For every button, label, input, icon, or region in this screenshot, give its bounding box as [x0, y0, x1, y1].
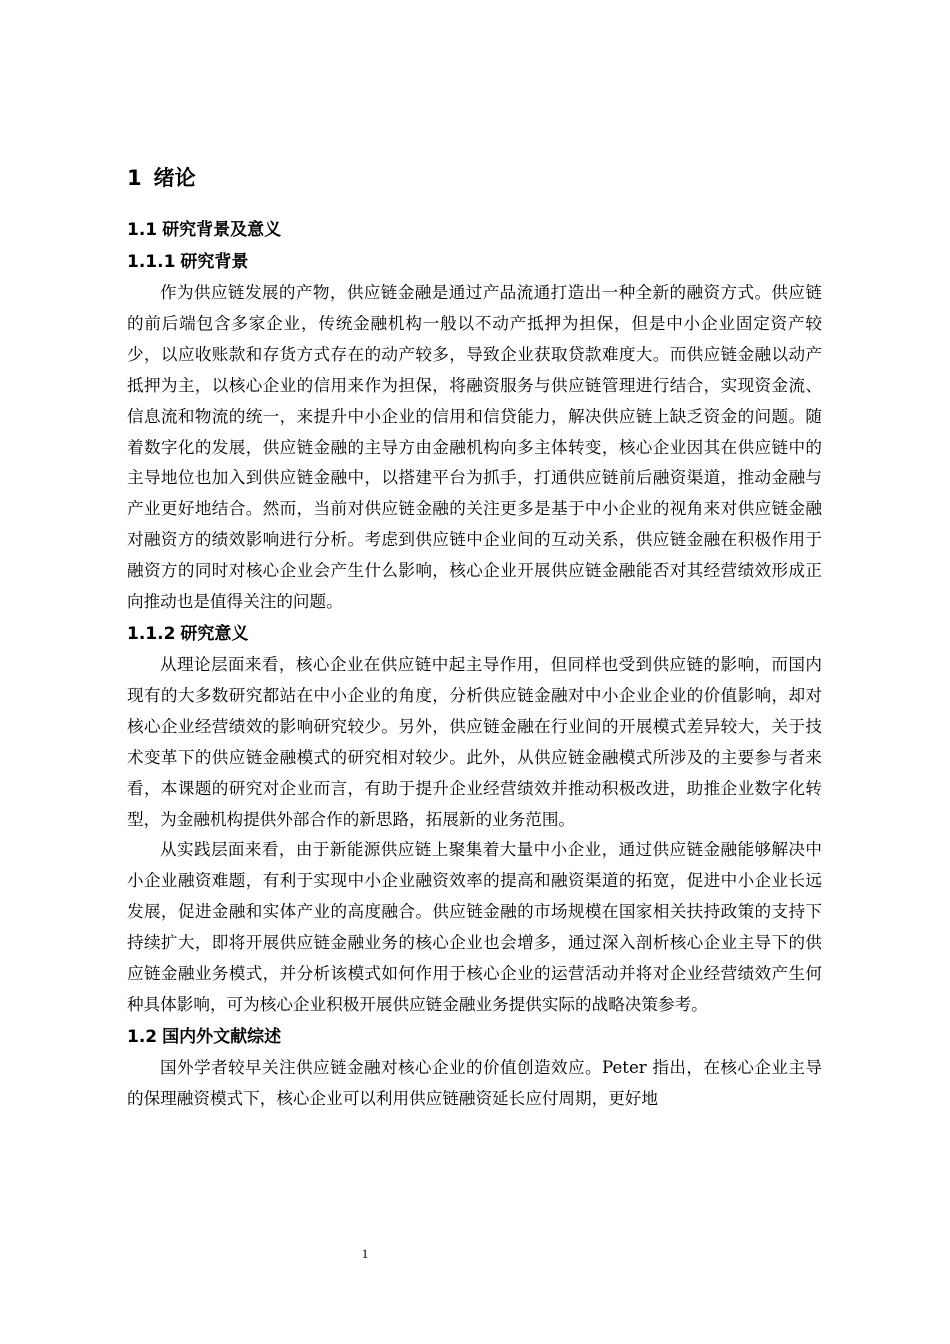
section-title-text: 研究意义: [180, 623, 249, 644]
section-heading-1-1: [127, 214, 822, 246]
section-number: 1.1.1: [127, 252, 176, 272]
page-number: 1: [361, 1246, 369, 1261]
page-content: [127, 162, 822, 1115]
chapter-heading: [127, 162, 822, 194]
section-heading-1-1-1: [127, 246, 822, 278]
section-heading-1-2: [127, 1021, 822, 1053]
section-number: 1.1: [127, 220, 158, 240]
paragraph-theoretical-significance: 从理论层面来看，核心企业在供应链中起主导作用，但同样也受到供应链的影响，而国内现有的大多数研究都站在中小企业的角度，分析供应链金融对中小企业企业的价值影响，却对核心企业经营绩效的影响研究较少。另外，供应链金融在行业间的开展模式差异较大，关于技术变革下的供应链金融模式的研究相对较少。此外，从供应链金融模式所涉及的主要参与者来看，本课题的研究对企业而言，有助于提升企业经营绩效并推动积极改进，助推企业数字化转型，为金融机构提供外部合作的新思路，拓展新的业务范围。: [127, 654, 822, 829]
section-title-text: 国内外文献综述: [162, 1026, 282, 1047]
section-number: 1.2: [127, 1026, 158, 1047]
paragraph-research-background: 作为供应链发展的产物，供应链金融是通过产品流通打造出一种全新的融资方式。供应链的前后端包含多家企业，传统金融机构一般以不动产抵押为担保，但是中小企业固定资产较少，以应收账款和存货方式存在的动产较多，导致企业获取贷款难度大。而供应链金融以动产抵押为主，以核心企业的信用来作为担保，将融资服务与供应链管理进行结合，实现资金流、信息流和物流的统一，来提升中小企业的信用和信贷能力，解决供应链上缺乏资金的问题。随着数字化的发展，供应链金融的主导方由金融机构向多主体转变，核心企业因其在供应链中的主导地位也加入到供应链金融中，以搭建平台为抓手，打通供应链前后融资渠道，推动金融与产业更好地结合。然而，当前对供应链金融的关注更多是基于中小企业的视角来对供应链金融对融资方的绩效影响进行分析。考虑到供应链中企业间的互动关系，供应链金融在积极作用于融资方的同时对核心企业会产生什么影响，核心企业开展供应链金融能否对其经营绩效形成正向推动也是值得关注的问题。: [127, 283, 822, 612]
paragraph-practical-significance: 从实践层面来看，由于新能源供应链上聚集着大量中小企业，通过供应链金融能够解决中小企业融资难题，有利于实现中小企业融资效率的提高和融资渠道的拓宽，促进中小企业长远发展，促进金融和实体产业的高度融合。供应链金融的市场规模在国家相关扶持政策的支持下持续扩大，即将开展供应链金融业务的核心企业也会增多，通过深入剖析核心企业主导下的供应链金融业务模式，并分析该模式如何作用于核心企业的运营活动并将对企业经营绩效产生何种具体影响，可为核心企业积极开展供应链金融业务提供实际的战略决策参考。: [127, 840, 822, 1014]
section-title-text: 研究背景及意义: [162, 220, 282, 240]
section-heading-1-1-2: [127, 618, 822, 650]
chapter-number: 1: [127, 166, 142, 190]
chapter-title-text: 绪论: [153, 166, 196, 190]
section-title-text: 研究背景: [180, 252, 249, 272]
paragraph-literature-review: 国外学者较早关注供应链金融对核心企业的价值创造效应。Peter 指出，在核心企业主导的保理融资模式下，核心企业可以利用供应链融资延长应付周期，更好地: [127, 1057, 822, 1108]
section-number: 1.1.2: [127, 623, 176, 644]
